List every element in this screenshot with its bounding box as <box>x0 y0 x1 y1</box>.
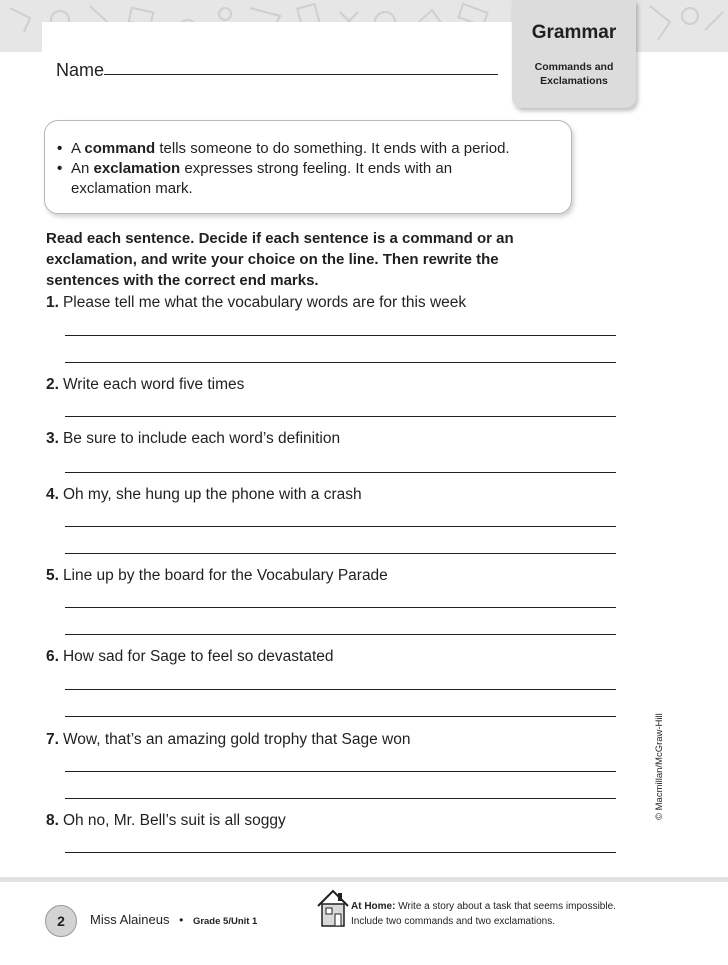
name-label: Name <box>56 60 105 80</box>
question-6: 6. How sad for Sage to feel so devastated <box>46 648 334 665</box>
topic-title: Grammar <box>531 22 617 43</box>
book-title: Miss Alaineus <box>90 912 170 927</box>
bullet-icon: • <box>57 140 63 157</box>
name-panel <box>42 22 512 94</box>
answer-line-6a[interactable] <box>65 689 616 690</box>
question-3: 3. Be sure to include each word’s definition <box>46 430 341 447</box>
answer-line-7a[interactable] <box>65 771 616 772</box>
answer-line-1a[interactable] <box>65 335 616 336</box>
question-2: 2. Write each word five times <box>46 376 245 393</box>
bullet-icon: • <box>57 160 63 177</box>
name-input-line[interactable] <box>104 74 498 75</box>
footer-book-info <box>90 912 257 927</box>
grade-unit: Grade 5/Unit 1 <box>192 916 258 927</box>
page-number: 2 <box>45 905 77 937</box>
at-home-note: At Home: Write a story about a task that seems impossible. Include two commands and two exclamations. <box>351 901 616 927</box>
question-4: 4. Oh my, she hung up the phone with a crash <box>46 486 362 503</box>
topic-tab <box>512 0 636 108</box>
house-icon <box>316 888 350 928</box>
rule-box <box>44 120 572 214</box>
question-1: 1. Please tell me what the vocabulary words are for this week <box>46 294 467 311</box>
answer-line-7b[interactable] <box>65 798 616 799</box>
rule-item-exclamation-cont: exclamation mark. <box>71 180 193 197</box>
rule-item-command: • A command tells someone to do something. It ends with a period. <box>57 140 510 157</box>
question-8: 8. Oh no, Mr. Bell’s suit is all soggy <box>46 812 286 829</box>
answer-line-4b[interactable] <box>65 553 616 554</box>
answer-line-6b[interactable] <box>65 716 616 717</box>
answer-line-3[interactable] <box>65 472 616 473</box>
question-7: 7. Wow, that’s an amazing gold trophy that Sage won <box>46 731 411 748</box>
footer-bullet: • <box>179 913 184 927</box>
answer-line-5a[interactable] <box>65 607 616 608</box>
answer-line-2[interactable] <box>65 416 616 417</box>
question-5: 5. Line up by the board for the Vocabulary Parade <box>46 567 388 584</box>
answer-line-5b[interactable] <box>65 634 616 635</box>
answer-line-4a[interactable] <box>65 526 616 527</box>
answer-line-1b[interactable] <box>65 362 616 363</box>
answer-line-8[interactable] <box>65 852 616 853</box>
topic-subtitle: Commands and Exclamations <box>534 61 614 87</box>
instructions: Read each sentence. Decide if each sentence is a command or an exclamation, and write your choice on the line. Then rewrite the sentences with the correct end marks. <box>46 230 514 289</box>
rule-item-exclamation: • An exclamation expresses strong feeling. It ends with an <box>57 160 453 177</box>
copyright-notice: © Macmillan/McGraw-Hill <box>654 713 665 820</box>
